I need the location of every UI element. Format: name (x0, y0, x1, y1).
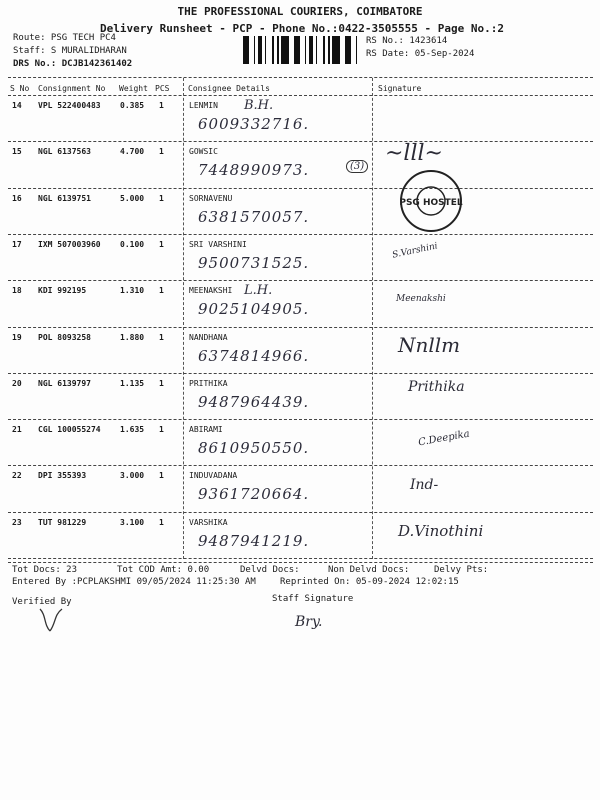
row-pcs: 1 (159, 147, 164, 157)
row-divider (8, 280, 593, 281)
row-consignment-no: TUT 981229 (38, 517, 87, 527)
row-divider (8, 419, 593, 420)
non-delvd-docs: Non Delvd Docs: (328, 565, 410, 575)
row-pcs: 1 (159, 332, 164, 342)
row-pcs: 1 (159, 286, 164, 296)
row-phone: 9487964439. (198, 392, 310, 411)
row-consignment-no: KDI 992195 (38, 286, 87, 296)
row-divider (8, 373, 593, 374)
row-consignee-name: SRI VARSHINI (189, 239, 247, 249)
barcode-bar (281, 36, 284, 64)
row-consignment-no: VPL 522400483 (38, 101, 101, 110)
row-weight: 0.385 (120, 101, 145, 110)
barcode-bar (277, 36, 279, 64)
row-divider (8, 465, 593, 466)
barcode-bar (312, 36, 313, 64)
row-signature: D.Vinothini (398, 521, 484, 540)
row-consignment-no: DPI 355393 (38, 471, 87, 481)
staff-label: Staff: S MURALIDHARAN (13, 46, 127, 56)
row-weight: 0.100 (120, 239, 145, 249)
verified-by-label: Verified By (12, 597, 72, 607)
row-phone: 8610950550. (198, 439, 310, 458)
barcode-bar (328, 36, 330, 64)
row-consignee-name: GOWSIC (189, 147, 218, 157)
row-note: L.H. (244, 283, 273, 299)
row-phone: 9500731525. (198, 253, 310, 272)
col-header-pcs: PCS (155, 84, 170, 93)
row-consignment-no: NGL 6139751 (38, 193, 91, 203)
barcode-bar (272, 36, 274, 64)
row-signature: Prithika (408, 378, 465, 395)
row-divider (8, 141, 593, 142)
row-weight: 3.100 (120, 517, 145, 527)
column-divider (183, 78, 184, 559)
barcode-bar (337, 36, 340, 64)
row-consignee-name: INDUVADANA (189, 471, 238, 481)
row-weight: 4.700 (120, 147, 145, 157)
row-phone: 6374814966. (198, 346, 310, 365)
reprinted-on: Reprinted On: 05-09-2024 12:02:15 (280, 577, 459, 587)
row-pcs: 1 (159, 425, 164, 435)
row-consignee-name: MEENAKSHI (189, 286, 233, 296)
staff-signature: Bry. (295, 614, 323, 630)
drs-number: DRS No.: DCJB142361402 (13, 59, 133, 69)
col-header-signature: Signature (378, 84, 422, 93)
row-sno: 21 (12, 425, 22, 435)
row-consignment-no: NGL 6139797 (38, 378, 91, 388)
row-consignee-name: VARSHIKA (189, 517, 228, 527)
row-signature: Ind- (410, 477, 439, 494)
row-sno: 23 (12, 517, 22, 527)
tot-cod-amt: Tot COD Amt: 0.00 (117, 565, 210, 575)
row-consignee-name: ABIRAMI (189, 425, 223, 435)
row-divider (8, 327, 593, 328)
row-consignee-name: NANDHANA (189, 332, 228, 342)
col-header-consignment: Consignment No (38, 84, 106, 93)
verified-signature-icon (36, 605, 66, 635)
col-header-consignee: Consignee Details (188, 84, 270, 93)
hostel-stamp (398, 168, 464, 234)
stamp-text: PSG HOSTEL (399, 198, 463, 208)
row-sno: 22 (12, 471, 22, 481)
entered-by: Entered By :PCPLAKSHMI 09/05/2024 11:25:30 AM (12, 577, 256, 587)
row-consignment-no: IXM 507003960 (38, 239, 101, 249)
barcode-bar (246, 36, 249, 64)
row-divider (8, 512, 593, 513)
row-sno: 18 (12, 286, 22, 296)
row-weight: 5.000 (120, 193, 145, 203)
row-divider (8, 188, 593, 189)
barcode-bar (294, 36, 297, 64)
row-signature: S.Varshini (391, 241, 439, 261)
row-note: B.H. (244, 98, 274, 113)
row-note: (3) (346, 160, 368, 173)
runsheet-title: THE PROFESSIONAL COURIERS, COIMBATORE (177, 5, 423, 18)
row-consignment-no: POL 8093258 (38, 332, 91, 342)
tot-docs: Tot Docs: 23 (12, 565, 78, 575)
row-signature: C.Deepika (417, 428, 471, 449)
divider (8, 95, 593, 96)
rs-number: RS No.: 1423614 (366, 36, 448, 46)
barcode-bar (316, 36, 317, 64)
col-header-weight: Weight (119, 84, 148, 93)
barcode-bar (265, 36, 266, 64)
runsheet-subtitle: Delivery Runsheet - PCP - Phone No.:0422-3505555 - Page No.:2 (100, 22, 504, 35)
row-pcs: 1 (159, 193, 164, 203)
row-phone: 6381570057. (198, 207, 310, 226)
barcode-bar (332, 36, 335, 64)
row-divider (8, 558, 593, 559)
barcode-bar (335, 36, 337, 64)
row-weight: 1.135 (120, 378, 145, 388)
barcode-bar (348, 36, 351, 64)
row-pcs: 1 (159, 101, 164, 110)
divider (8, 77, 593, 78)
barcode-bar (243, 36, 246, 64)
row-weight: 1.635 (120, 425, 145, 435)
divider (8, 562, 593, 563)
delvd-docs: Delvd Docs: (240, 565, 300, 575)
row-phone: 9487941219. (198, 531, 310, 550)
row-weight: 3.000 (120, 471, 145, 481)
barcode-bar (258, 36, 261, 64)
barcode-bar (305, 36, 306, 64)
row-phone: 9025104905. (198, 300, 310, 319)
barcode-bar (323, 36, 325, 64)
row-signature: ~lll~ (385, 141, 443, 167)
row-consignment-no: NGL 6137563 (38, 147, 91, 157)
barcode-bar (297, 36, 300, 64)
delvy-pts: Delvy Pts: (434, 565, 489, 575)
barcode-bar (356, 36, 357, 64)
row-consignee-name: LENMIN (189, 101, 218, 110)
route-label: Route: PSG TECH PC4 (13, 33, 116, 43)
row-divider (8, 234, 593, 235)
row-pcs: 1 (159, 471, 164, 481)
col-header-sno: S No (10, 84, 30, 93)
barcode-bar (309, 36, 312, 64)
barcode-bar (286, 36, 289, 64)
row-phone: 9361720664. (198, 485, 310, 504)
row-consignee-name: PRITHIKA (189, 378, 228, 388)
row-sno: 14 (12, 101, 22, 110)
barcode-bar (345, 36, 348, 64)
row-pcs: 1 (159, 378, 164, 388)
rs-date: RS Date: 05-Sep-2024 (366, 49, 475, 59)
row-signature: Nnllm (398, 332, 461, 357)
staff-signature-label: Staff Signature (272, 594, 354, 604)
barcode-icon (243, 36, 361, 64)
row-pcs: 1 (159, 239, 164, 249)
row-sno: 20 (12, 378, 22, 388)
row-phone: 7448990973. (198, 161, 310, 180)
row-weight: 1.310 (120, 286, 145, 296)
row-consignment-no: CGL 100055274 (38, 425, 101, 435)
row-sno: 16 (12, 193, 22, 203)
row-sno: 17 (12, 239, 22, 249)
row-weight: 1.880 (120, 332, 145, 342)
row-pcs: 1 (159, 517, 164, 527)
barcode-bar (254, 36, 255, 64)
row-sno: 15 (12, 147, 22, 157)
column-divider (372, 78, 373, 559)
row-phone: 6009332716. (198, 115, 310, 133)
row-signature: Meenakshi (396, 294, 446, 305)
barcode-bar (284, 36, 286, 64)
barcode-bar (261, 36, 262, 64)
row-sno: 19 (12, 332, 22, 342)
row-consignee-name: SORNAVENU (189, 193, 233, 203)
